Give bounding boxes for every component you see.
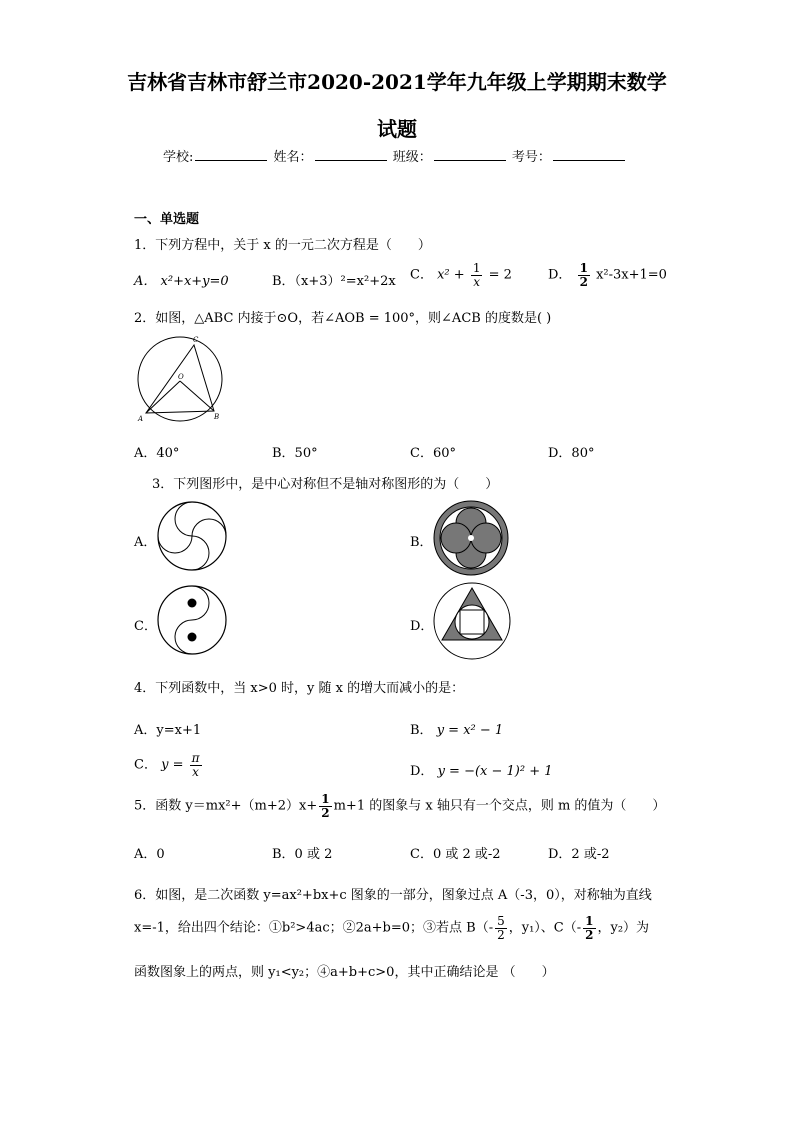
q5-stem xyxy=(134,793,665,819)
q5-option-a: A．0 xyxy=(134,847,165,862)
q1-d-fraction xyxy=(578,262,590,288)
q5-option-d: D．2 或-2 xyxy=(548,847,610,862)
q6-line2-a: x=-1，给出四个结论：①b²>4ac；②2a+b=0；③若点 B（- xyxy=(134,920,494,936)
q4-c-pre: y = xyxy=(161,757,184,773)
q6-c-den: 2 xyxy=(585,927,594,942)
page-title-line2: 试题 xyxy=(377,117,417,141)
school-blank[interactable] xyxy=(195,148,267,161)
q1-stem: 1．下列方程中，关于 x 的一元二次方程是（ ） xyxy=(134,238,431,253)
q2-stem: 2．如图，△ABC 内接于⊙O，若∠AOB = 100°，则∠ACB 的度数是( ) xyxy=(134,311,552,326)
q6-line1: 6．如图，是二次函数 y=ax²+bx+c 图象的一部分，图象过点 A（-3，0），对称轴为直线 xyxy=(134,888,652,903)
name-blank[interactable] xyxy=(315,148,387,161)
q2-circle-figure xyxy=(134,333,226,425)
q6-c-num: 1 xyxy=(585,914,594,928)
q3-option-c: C． xyxy=(134,619,157,634)
q1-option-a: A． x²+x+y=0 xyxy=(134,274,229,289)
q6-b-num: 5 xyxy=(497,914,505,928)
id-blank[interactable] xyxy=(553,148,625,161)
q5-stem-post: m+1 的图象与 x 轴只有一个交点，则 m 的值为（ ） xyxy=(333,798,666,814)
id-label: 考号： xyxy=(511,150,551,165)
q3-figure-d xyxy=(431,580,513,662)
q1-c-den: x xyxy=(473,274,481,289)
label-b: B xyxy=(214,413,220,421)
section-heading: 一、单选题 xyxy=(134,212,200,227)
q4-option-d xyxy=(410,760,553,779)
label-a: A xyxy=(138,415,144,423)
q5-den: 2 xyxy=(321,805,330,820)
q6-c-fraction xyxy=(583,915,595,941)
q5-num: 1 xyxy=(321,792,330,806)
q1-c-fraction xyxy=(471,262,483,288)
page-title: 吉林省吉林市舒兰市2020-2021学年九年级上学期期末数学 xyxy=(127,70,667,94)
q6-line2 xyxy=(134,915,649,941)
q4-c-label: C． xyxy=(134,757,157,773)
q3-figure-b xyxy=(431,498,511,578)
q6-b-fraction xyxy=(495,915,507,941)
q4-option-c xyxy=(134,752,204,778)
q4-c-num: π xyxy=(191,751,200,765)
q4-d-label: D． xyxy=(410,764,434,779)
q2-option-b: B．50° xyxy=(272,446,318,461)
q1-c-post: = 2 xyxy=(488,267,512,283)
name-label: 姓名： xyxy=(273,150,313,165)
q5-fraction xyxy=(319,793,331,819)
q1-d-label: D． xyxy=(548,267,572,283)
q2-option-a: A．40° xyxy=(134,446,180,461)
q1-d-num: 1 xyxy=(579,261,588,275)
label-o: O xyxy=(178,373,184,381)
label-c: C xyxy=(193,336,199,344)
q1-option-b: B．（x+3）²=x²+2x xyxy=(272,274,396,289)
q4-d-formula: y = −(x − 1)² + 1 xyxy=(437,764,553,779)
info-fields xyxy=(163,146,627,165)
q4-c-fraction xyxy=(190,752,202,778)
q3-option-a: A． xyxy=(134,535,157,550)
q5-stem-pre: 5．函数 y＝mx²+（m+2）x+ xyxy=(134,798,318,814)
q4-option-b xyxy=(410,719,503,738)
q1-option-d xyxy=(548,262,667,288)
q1-d-den: 2 xyxy=(579,274,588,289)
q3-figure-a xyxy=(154,498,230,574)
q2-option-c: C．60° xyxy=(410,446,456,461)
q4-b-label: B． xyxy=(410,723,433,738)
q4-option-a: A．y=x+1 xyxy=(134,723,202,738)
q1-c-num: 1 xyxy=(472,261,481,275)
q3-option-d: D． xyxy=(410,619,434,634)
q4-c-den: x xyxy=(192,764,199,779)
q5-option-b: B．0 或 2 xyxy=(272,847,333,862)
q4-b-formula: y = x² − 1 xyxy=(436,723,504,738)
q6-line2-c: ，y₂）为 xyxy=(597,920,650,936)
q5-option-c: C．0 或 2 或-2 xyxy=(410,847,501,862)
q3-stem: 3．下列图形中，是中心对称但不是轴对称图形的为（ ） xyxy=(152,477,499,492)
q4-stem: 4．下列函数中，当 x>0 时，y 随 x 的增大而减小的是： xyxy=(134,681,465,696)
school-label: 学校: xyxy=(163,150,194,165)
q6-line3: 函数图象上的两点，则 y₁<y₂；④a+b+c>0，其中正确结论是 （ ） xyxy=(134,965,555,980)
class-label: 班级： xyxy=(392,150,432,165)
q6-line2-b: ，y₁）、C（- xyxy=(508,920,582,936)
q3-option-b: B． xyxy=(410,535,433,550)
q1-c-label: C． xyxy=(410,267,433,283)
q1-c-pre: x² + xyxy=(437,267,465,283)
q1-d-post: x²-3x+1=0 xyxy=(596,267,667,283)
q1-option-c xyxy=(410,262,512,288)
q6-b-den: 2 xyxy=(497,927,505,942)
class-blank[interactable] xyxy=(434,148,506,161)
q2-option-d: D．80° xyxy=(548,446,595,461)
q3-figure-c xyxy=(154,582,230,658)
